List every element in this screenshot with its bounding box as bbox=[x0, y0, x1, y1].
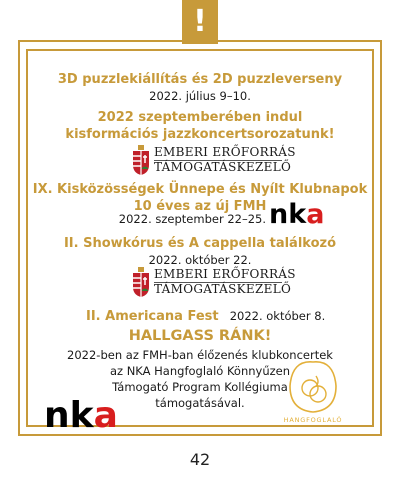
event-2-title-line2: kisformációs jazzkoncertsorozatunk! bbox=[65, 127, 335, 142]
event-6-line2: az NKA Hangfoglaló Könnyűzen bbox=[109, 364, 291, 378]
event-2-title-line1: 2022 szeptemberében indul bbox=[97, 110, 303, 125]
page-number: 42 bbox=[189, 450, 211, 469]
exclamation-mark: ! bbox=[193, 4, 207, 39]
hungarian-coat-of-arms-icon bbox=[132, 145, 150, 175]
event-6-line1: 2022-ben az FMH-ban élőzenés klubkoncertek bbox=[67, 348, 333, 362]
event-3-date: 2022. szeptember 22–25. bbox=[118, 212, 266, 226]
event-4-title: II. Showkórus és A cappella találkozó bbox=[63, 236, 337, 251]
event-1-title: 3D puzzlekiállítás és 2D puzzleverseny bbox=[57, 72, 343, 87]
event-4-date: 2022. október 22. bbox=[148, 253, 252, 267]
hangfoglalo-logo bbox=[276, 356, 350, 426]
hangfoglalo-label: HANGFOGLALÓ bbox=[283, 416, 343, 424]
event-3-title-line1: IX. Kisközösségek Ünnepe és Nyílt Klubnapok bbox=[32, 182, 368, 197]
nka-logo-small: nka bbox=[269, 199, 325, 230]
hangfoglalo-emblem-icon bbox=[276, 356, 350, 416]
event-6-title: HALLGASS RÁNK! bbox=[128, 328, 272, 344]
hungarian-coat-of-arms-icon bbox=[132, 267, 150, 297]
event-5-date: 2022. október 8. bbox=[229, 309, 326, 323]
event-5 bbox=[86, 305, 325, 325]
event-3-title-line2: 10 éves az új FMH bbox=[133, 199, 267, 214]
nka-logo: nka bbox=[44, 395, 118, 436]
event-1-date: 2022. július 9–10. bbox=[149, 89, 251, 103]
event-6-line3: Támogató Program Kollégiuma bbox=[112, 380, 288, 394]
event-6-line4: támogatásával. bbox=[155, 396, 245, 410]
header-tab bbox=[182, 0, 218, 44]
emberi-eroforras-logo: EMBERI ERŐFORRÁS TÁMOGATÁSKEZELŐ bbox=[132, 145, 282, 177]
emberi-eroforras-logo-2: EMBERI ERŐFORRÁS TÁMOGATÁSKEZELŐ bbox=[132, 267, 282, 299]
event-5-title: II. Americana Fest bbox=[86, 309, 219, 324]
